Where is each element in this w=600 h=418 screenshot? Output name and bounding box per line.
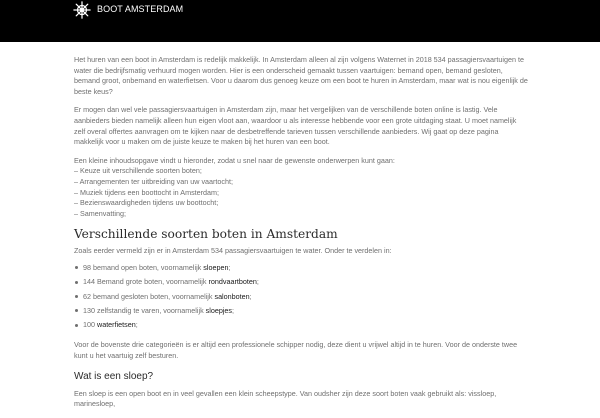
salonboten-link[interactable]: salonboten — [214, 291, 250, 301]
toc-intro: Een kleine inhoudsopgave vindt u hieronder, zodat u snel naar de gewenste onderwerpen kunt gaan: — [74, 155, 395, 165]
section-heading-boat-types: Verschillende soorten boten in Amsterdam — [74, 227, 338, 242]
list-item: 62 bemand gesloten boten, voornamelijk salonboten; — [74, 292, 529, 306]
article-body — [74, 55, 529, 418]
list-item: 100 waterfietsen; — [74, 320, 529, 334]
sloepen-link[interactable]: sloepen — [203, 262, 229, 272]
sloepjes-link[interactable]: sloepjes — [205, 305, 233, 315]
toc-item: – Muziek tijdens een boottocht in Amsterdam; — [74, 187, 220, 197]
table-of-contents — [74, 156, 529, 220]
site-name-link[interactable]: BOOT AMSTERDAM — [97, 4, 184, 14]
list-item: 144 Bemand grote boten, voornamelijk rondvaartboten; — [74, 277, 529, 291]
rondvaartboten-link[interactable]: rondvaartboten — [208, 277, 257, 287]
section2-paragraph: Een sloep is een open boot en in veel gevallen een klein scheepstype. Van oudsher zijn deze soort boten vaak gebruikt als: vissloep, marinesloep, — [74, 388, 497, 409]
waterfietsen-link[interactable]: waterfietsen — [97, 320, 136, 330]
section1-intro: Zoals eerder vermeld zijn er in Amsterdam 534 passagiersvaartuigen te water. Onder te verdelen in: — [74, 246, 392, 256]
intro-paragraph-2: Er mogen dan wel vele passagiersvaartuigen in Amsterdam zijn, maar het vergelijken van de verschillende boten online is lastig. Vele aanbieders bieden namelijk alleen hun eigen vloot aan, waardoor u als interesse hebbende voor een grote uitdaging staat. U moet namelijk zelf overal offertes aanvragen om te kijken naar de desbetreffende tarieven tussen verschillende aanbieders. Wij gaat op deze pagina makkelijk voor u maken om de juiste keuze te maken bij het huren van een boot. — [74, 105, 517, 147]
list-item: 130 zelfstandig te varen, voornamelijk sloepjes; — [74, 306, 529, 320]
section-heading-sloep: Wat is een sloep? — [74, 370, 154, 382]
toc-item: – Samenvatting; — [74, 208, 126, 218]
ship-wheel-icon[interactable] — [73, 1, 91, 19]
toc-item: – Arrangementen ter uitbreiding van uw vaartocht; — [74, 176, 234, 186]
intro-paragraph-1: Het huren van een boot in Amsterdam is redelijk makkelijk. In Amsterdam alleen al zijn volgens Waternet in 2018 534 passagiersvaartuigen te water die bedrijfsmatig verhuurd mogen worden. Hier is een onderscheid gemaakt tussen vaartuigen: bemand open, bemand gesloten, bemand groot, onbemand en waterfietsen. Voor u daarom dus genoeg keuze om een boot te huren in Amsterdam, maar wat is nou eigenlijk de beste keus? — [74, 55, 528, 96]
site-header — [0, 0, 600, 42]
boat-type-list — [74, 263, 529, 334]
toc-item: – Bezienswaardigheden tijdens uw boottocht; — [74, 198, 219, 208]
list-item: 98 bemand open boten, voornamelijk sloepen; — [74, 263, 529, 277]
section1-outro: Voor de bovenste drie categorieën is er altijd een professionele schipper nodig, deze dient u vrijwel altijd in te huren. Voor de onderste twee kunt u het vaartuig zelf besturen. — [74, 340, 518, 360]
toc-item: – Keuze uit verschillende soorten boten; — [74, 166, 202, 176]
